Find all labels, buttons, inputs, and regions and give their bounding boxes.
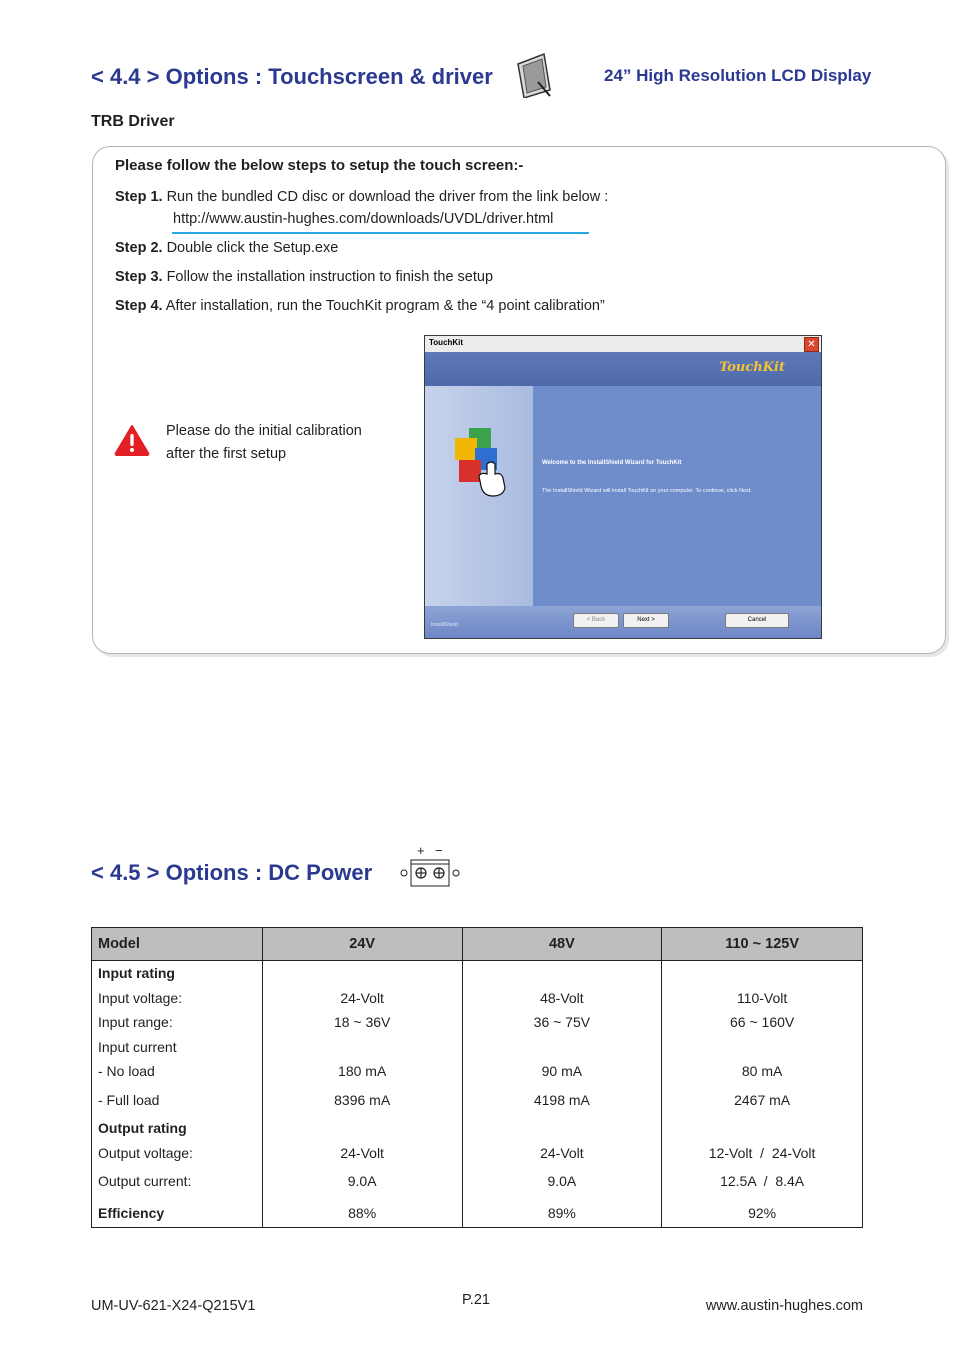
installer-main bbox=[535, 386, 821, 606]
step-text: Follow the installation instruction to finish the setup bbox=[166, 269, 494, 285]
table-cell: 24-Volt bbox=[340, 990, 384, 1006]
trb-driver-heading: TRB Driver bbox=[91, 113, 175, 130]
back-button[interactable]: < Back bbox=[573, 613, 619, 628]
touchkit-logo: TouchKit bbox=[719, 360, 785, 375]
column-48v bbox=[462, 961, 662, 1228]
table-cell: 18 ~ 36V bbox=[333, 1014, 391, 1030]
table-cell: 24-Volt bbox=[540, 1145, 584, 1161]
table-header-row bbox=[92, 928, 863, 961]
table-cell: 110-Volt bbox=[736, 990, 788, 1006]
header-110v: 110 ~ 125V bbox=[662, 928, 863, 961]
plus-label: + bbox=[417, 843, 425, 858]
table-body-row bbox=[92, 961, 863, 1228]
header-24v: 24V bbox=[262, 928, 462, 961]
link-underline bbox=[172, 232, 589, 234]
section-title-4-5: < 4.5 > Options : DC Power bbox=[91, 860, 373, 885]
step-3 bbox=[115, 269, 493, 285]
installer-title: TouchKit bbox=[429, 338, 464, 347]
step-4 bbox=[115, 298, 605, 314]
step-1 bbox=[115, 189, 608, 205]
table-cell: 180 mA bbox=[338, 1063, 387, 1079]
doc-code: UM-UV-621-X24-Q215V1 bbox=[91, 1298, 256, 1314]
driver-link[interactable]: http://www.austin-hughes.com/downloads/UVDL/driver.html bbox=[173, 211, 554, 227]
step-text: After installation, run the TouchKit program & the “4 point calibration” bbox=[165, 298, 605, 314]
row-label: - Full load bbox=[98, 1092, 160, 1108]
step-label: Step 2. bbox=[115, 240, 163, 256]
table-cell: 4198 mA bbox=[533, 1092, 590, 1108]
table-cell: 88% bbox=[348, 1205, 377, 1221]
warning-text bbox=[166, 420, 362, 466]
table-cell: 80 mA bbox=[741, 1063, 783, 1079]
table-cell: 8396 mA bbox=[334, 1092, 391, 1108]
cancel-button[interactable]: Cancel bbox=[725, 613, 789, 628]
header-48v: 48V bbox=[462, 928, 662, 961]
step-label: Step 4. bbox=[115, 298, 163, 314]
step-text: Double click the Setup.exe bbox=[166, 240, 339, 256]
section-title-4-4: < 4.4 > Options : Touchscreen & driver bbox=[91, 64, 493, 89]
row-label: Input current bbox=[98, 1039, 177, 1055]
page-number: P.21 bbox=[462, 1292, 490, 1308]
product-name: 24” High Resolution LCD Display bbox=[604, 66, 872, 85]
row-label: Efficiency bbox=[98, 1205, 165, 1221]
table-cell: 24-Volt bbox=[340, 1145, 384, 1161]
table-cell: 89% bbox=[547, 1205, 576, 1221]
row-label: Input voltage: bbox=[98, 990, 183, 1006]
row-label: Output rating bbox=[98, 1120, 187, 1136]
setup-package-icon bbox=[425, 386, 533, 606]
next-button[interactable]: Next > bbox=[623, 613, 669, 628]
installer-welcome: Welcome to the InstallShield Wizard for TouchKit bbox=[542, 460, 682, 466]
step-label: Step 1. bbox=[115, 189, 163, 205]
table-cell: 92% bbox=[748, 1205, 777, 1221]
row-label: Input range: bbox=[98, 1014, 173, 1030]
row-label: - No load bbox=[98, 1063, 155, 1079]
warning-icon bbox=[114, 424, 150, 456]
table-cell: 12-Volt / 24-Volt bbox=[708, 1145, 816, 1161]
table-cell: 9.0A bbox=[547, 1173, 577, 1189]
dc-power-spec-table bbox=[91, 927, 863, 1228]
website: www.austin-hughes.com bbox=[705, 1298, 863, 1314]
close-icon[interactable]: ✕ bbox=[804, 337, 819, 352]
installshield-label: InstallShield bbox=[431, 622, 458, 628]
row-label: Output current: bbox=[98, 1173, 192, 1189]
dc-terminal-icon bbox=[398, 843, 462, 890]
header-model: Model bbox=[92, 928, 263, 961]
intro-text: Please follow the below steps to setup the touch screen:- bbox=[115, 157, 524, 174]
row-label: Input rating bbox=[98, 965, 175, 981]
installer-description: The InstallShield Wizard will install TouchKit on your computer. To continue, click Next. bbox=[542, 488, 752, 494]
column-24v bbox=[262, 961, 462, 1228]
table-cell: 36 ~ 75V bbox=[533, 1014, 591, 1030]
table-cell: 9.0A bbox=[347, 1173, 377, 1189]
table-cell: 48-Volt bbox=[540, 990, 584, 1006]
row-label: Output voltage: bbox=[98, 1145, 193, 1161]
step-2 bbox=[115, 240, 338, 256]
touchscreen-icon bbox=[514, 52, 556, 98]
table-cell: 12.5A / 8.4A bbox=[720, 1173, 805, 1189]
warning-line: Please do the initial calibration bbox=[166, 423, 362, 439]
label-column bbox=[92, 961, 263, 1228]
warning-line: after the first setup bbox=[166, 446, 287, 462]
step-text: Run the bundled CD disc or download the driver from the link below : bbox=[166, 189, 609, 205]
column-110v bbox=[662, 961, 863, 1228]
step-label: Step 3. bbox=[115, 269, 163, 285]
table-cell: 66 ~ 160V bbox=[730, 1014, 795, 1030]
installer-screenshot bbox=[424, 335, 822, 639]
table-cell: 2467 mA bbox=[734, 1092, 791, 1108]
table-cell: 90 mA bbox=[541, 1063, 583, 1079]
installer-side-panel bbox=[425, 386, 533, 606]
installer-titlebar bbox=[425, 336, 821, 353]
minus-label: − bbox=[435, 843, 443, 858]
